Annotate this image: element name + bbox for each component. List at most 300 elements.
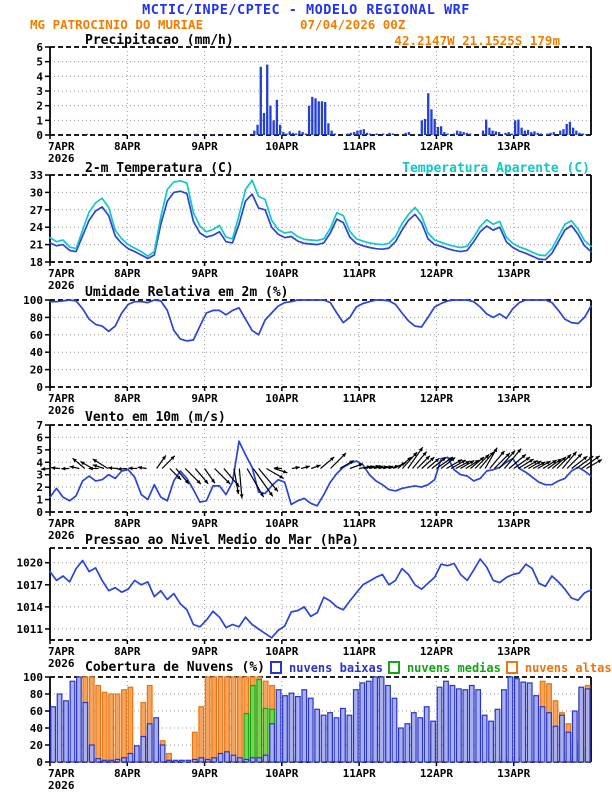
cloud-bar-low bbox=[347, 715, 352, 762]
x-tick-label: 7APR bbox=[48, 140, 75, 153]
model-title: MCTIC/INPE/CPTEC - MODELO REGIONAL WRF bbox=[142, 2, 470, 18]
cloud-bar-low bbox=[560, 715, 565, 762]
cloud-bar-low bbox=[444, 681, 449, 762]
station-name: MG PATROCINIO DO MURIAE bbox=[30, 17, 204, 32]
x-tick-label: 10APR bbox=[265, 645, 299, 658]
precip-bar bbox=[260, 67, 262, 135]
y-tick-label: 20 bbox=[29, 363, 43, 377]
cloud-bar-low bbox=[553, 726, 558, 762]
precip-bar bbox=[356, 131, 358, 135]
precip-bar bbox=[575, 131, 577, 135]
panel-title-wind: Vento em 10m (m/s) bbox=[85, 410, 226, 425]
wind-arrow-head bbox=[108, 466, 112, 470]
precip-bar bbox=[334, 134, 336, 135]
temp-line bbox=[50, 191, 591, 260]
panel-title-pressure: Pressao ao Nivel Medio do Mar (hPa) bbox=[85, 533, 359, 548]
precip-bar bbox=[559, 131, 561, 135]
y-tick-label: 60 bbox=[29, 705, 43, 718]
x-axis-year-label: 2026 bbox=[48, 657, 75, 670]
precip-bar bbox=[524, 131, 526, 135]
press-line bbox=[50, 559, 591, 638]
y-tick-label: 24 bbox=[29, 221, 43, 235]
cloud-bar-mid bbox=[250, 686, 255, 763]
x-tick-label: 9APR bbox=[191, 767, 218, 780]
precip-bar bbox=[443, 132, 445, 135]
humid-line bbox=[50, 300, 591, 341]
cloud-bar-low bbox=[521, 682, 526, 762]
cloud-bar-low bbox=[109, 760, 114, 762]
cloud-bar-low bbox=[540, 707, 545, 762]
x-tick-label: 11APR bbox=[342, 392, 376, 405]
precip-bar bbox=[86, 134, 88, 135]
cloud-bar-low bbox=[360, 683, 365, 762]
cloud-bar-low bbox=[308, 698, 313, 762]
cloud-bar-low bbox=[585, 689, 590, 762]
precip-bar bbox=[453, 134, 455, 135]
precip-bar bbox=[369, 134, 371, 135]
cloud-bar-low bbox=[431, 721, 436, 762]
x-tick-label: 9APR bbox=[191, 517, 218, 530]
y-tick-label: 100 bbox=[23, 294, 43, 307]
cloud-bar-low bbox=[64, 701, 69, 762]
precip-bar bbox=[405, 133, 407, 135]
cloud-bar-low bbox=[135, 746, 140, 762]
cloud-bar-low bbox=[270, 724, 275, 762]
cloud-bar-low bbox=[276, 690, 281, 762]
cloud-bar-low bbox=[238, 758, 243, 762]
y-tick-label: 0 bbox=[36, 506, 43, 519]
precip-bar bbox=[437, 127, 439, 135]
y-tick-label: 27 bbox=[29, 203, 43, 217]
y-tick-label: 20 bbox=[29, 739, 43, 752]
cloud-bar-low bbox=[173, 760, 178, 762]
x-tick-label: 9APR bbox=[191, 645, 218, 658]
x-tick-label: 7APR bbox=[48, 392, 75, 405]
legend-label-mid-clouds: nuvens medias bbox=[406, 660, 501, 675]
precip-bar bbox=[488, 128, 490, 135]
cloud-bar-low bbox=[457, 689, 462, 762]
panel-title-clouds: Cobertura de Nuvens (%) bbox=[85, 660, 266, 675]
plot-group bbox=[23, 294, 591, 417]
cloud-bar-low bbox=[212, 758, 217, 762]
wind-arrow-head bbox=[51, 466, 55, 470]
humidity-chart bbox=[0, 290, 612, 417]
y-tick-label: 1017 bbox=[16, 578, 43, 592]
cloud-bar-low bbox=[508, 677, 513, 762]
pressure-chart bbox=[0, 538, 612, 670]
x-axis-year-label: 2026 bbox=[48, 279, 75, 292]
precip-bar bbox=[530, 132, 532, 135]
wind-line bbox=[50, 441, 591, 506]
cloud-bar-low bbox=[418, 718, 423, 762]
y-tick-label: 4 bbox=[36, 456, 43, 470]
precip-bar bbox=[256, 125, 258, 135]
precip-bar bbox=[353, 132, 355, 135]
cloud-bar-low bbox=[154, 718, 159, 762]
precip-bar bbox=[585, 134, 587, 135]
cloud-bar-low bbox=[96, 759, 101, 762]
precip-bar bbox=[295, 134, 297, 135]
x-tick-label: 13APR bbox=[497, 517, 531, 530]
y-tick-label: 1 bbox=[36, 114, 43, 128]
x-tick-label: 10APR bbox=[265, 140, 299, 153]
precip-bar bbox=[321, 101, 323, 135]
x-tick-label: 8APR bbox=[114, 392, 141, 405]
cloud-bar-low bbox=[405, 724, 410, 762]
precip-bar bbox=[482, 131, 484, 135]
cloud-bar-low bbox=[199, 758, 204, 762]
cloud-bar-low bbox=[495, 709, 500, 762]
x-axis-year-label: 2026 bbox=[48, 152, 75, 165]
cloud-bar-high bbox=[205, 677, 210, 762]
x-tick-label: 12APR bbox=[419, 140, 453, 153]
x-axis-year-label: 2026 bbox=[48, 529, 75, 542]
cloud-bar-high bbox=[218, 677, 223, 762]
cloud-bar-low bbox=[392, 698, 397, 762]
precip-bar bbox=[504, 133, 506, 135]
panel-title-precipitation: Precipitacao (mm/h) bbox=[85, 33, 234, 48]
y-tick-label: 2 bbox=[36, 99, 43, 113]
precip-bar bbox=[359, 130, 361, 135]
x-tick-label: 13APR bbox=[497, 645, 531, 658]
x-axis-year-label: 2026 bbox=[48, 779, 75, 792]
cloud-bar-low bbox=[257, 758, 262, 762]
x-tick-label: 10APR bbox=[265, 517, 299, 530]
cloud-bar-low bbox=[482, 715, 487, 762]
station-coordinates: 42.2147W 21.1525S 179m bbox=[394, 33, 560, 48]
x-tick-label: 7APR bbox=[48, 645, 75, 658]
precip-bar bbox=[537, 133, 539, 135]
precip-bar bbox=[549, 133, 551, 135]
precip-bar bbox=[382, 134, 384, 135]
precip-bar bbox=[553, 132, 555, 135]
cloud-bar-low bbox=[515, 679, 520, 762]
precip-bar bbox=[578, 133, 580, 135]
y-tick-label: 40 bbox=[29, 722, 43, 735]
x-tick-label: 9APR bbox=[191, 267, 218, 280]
cloud-bar-low bbox=[192, 759, 197, 762]
cloud-bar-low bbox=[373, 677, 378, 762]
cloud-bar-low bbox=[289, 693, 294, 762]
precip-bar bbox=[327, 123, 329, 135]
cloud-bar-low bbox=[83, 703, 88, 763]
wind-arrow-head bbox=[316, 465, 320, 469]
run-datetime: 07/04/2026 00Z bbox=[300, 17, 406, 32]
cloud-bar-low bbox=[463, 690, 468, 762]
y-tick-label: 0 bbox=[36, 381, 43, 394]
cloud-bar-mid bbox=[244, 714, 249, 762]
y-tick-label: 100 bbox=[23, 671, 43, 684]
precip-bar bbox=[301, 132, 303, 135]
precip-bar bbox=[533, 131, 535, 135]
precip-bar bbox=[540, 134, 542, 135]
wind-arrow-head bbox=[93, 464, 97, 468]
cloud-bar-low bbox=[51, 707, 56, 762]
cloud-bar-high bbox=[238, 677, 243, 762]
cloud-bar-low bbox=[334, 718, 339, 762]
cloud-bar-high bbox=[96, 686, 101, 763]
cloud-bar-low bbox=[321, 715, 326, 762]
cloud-bar-low bbox=[469, 686, 474, 763]
wind-chart bbox=[0, 415, 612, 542]
precip-bar bbox=[434, 119, 436, 135]
plot-group bbox=[36, 419, 602, 542]
precip-bar bbox=[392, 134, 394, 135]
legend-label-low-clouds: nuvens baixas bbox=[289, 660, 383, 675]
cloud-bar-low bbox=[102, 760, 107, 762]
precip-bar bbox=[491, 131, 493, 135]
cloud-bar-mid bbox=[257, 680, 262, 762]
precip-bar bbox=[569, 122, 571, 135]
precip-bar bbox=[311, 97, 313, 135]
precip-bar bbox=[424, 119, 426, 135]
y-tick-label: 6 bbox=[36, 431, 43, 445]
precip-bar bbox=[514, 120, 516, 135]
y-tick-label: 1011 bbox=[16, 622, 43, 636]
cloud-bar-low bbox=[502, 690, 507, 762]
cloud-bar-low bbox=[424, 707, 429, 762]
x-tick-label: 8APR bbox=[114, 645, 141, 658]
precip-bar bbox=[289, 131, 291, 135]
x-tick-label: 11APR bbox=[342, 517, 376, 530]
cloud-bar-low bbox=[579, 687, 584, 762]
legend-label-high-clouds: nuvens altas bbox=[524, 660, 612, 675]
cloud-bar-low bbox=[218, 754, 223, 763]
x-tick-label: 11APR bbox=[342, 645, 376, 658]
cloud-cover-chart bbox=[0, 667, 612, 792]
precip-bar bbox=[466, 133, 468, 135]
cloud-bar-high bbox=[102, 692, 107, 762]
x-tick-label: 12APR bbox=[419, 767, 453, 780]
precip-bar bbox=[572, 128, 574, 135]
cloud-bar-low bbox=[167, 760, 172, 762]
cloud-bar-low bbox=[302, 690, 307, 762]
precip-bar bbox=[363, 129, 365, 135]
cloud-bar-low bbox=[354, 690, 359, 762]
cloud-bar-low bbox=[283, 696, 288, 762]
precip-bar bbox=[366, 133, 368, 135]
x-tick-label: 10APR bbox=[265, 392, 299, 405]
precip-bar bbox=[485, 120, 487, 135]
x-axis-year-label: 2026 bbox=[48, 404, 75, 417]
cloud-bar-high bbox=[231, 677, 236, 762]
precipitation-chart bbox=[0, 37, 612, 165]
x-tick-label: 11APR bbox=[342, 267, 376, 280]
x-tick-label: 13APR bbox=[497, 140, 531, 153]
x-tick-label: 13APR bbox=[497, 267, 531, 280]
y-tick-label: 2 bbox=[36, 481, 43, 495]
precip-bar bbox=[292, 133, 294, 135]
precip-bar bbox=[511, 134, 513, 135]
precip-bar bbox=[195, 134, 197, 135]
y-tick-label: 4 bbox=[36, 70, 43, 84]
y-tick-label: 5 bbox=[36, 55, 43, 69]
plot-group bbox=[30, 169, 591, 292]
wind-arrow-head bbox=[117, 467, 121, 471]
cloud-bar-low bbox=[128, 754, 133, 763]
x-tick-label: 11APR bbox=[342, 767, 376, 780]
precip-bar bbox=[282, 132, 284, 135]
cloud-bar-low bbox=[386, 686, 391, 763]
cloud-bar-low bbox=[411, 713, 416, 762]
cloud-bar-low bbox=[147, 724, 152, 762]
cloud-bar-low bbox=[547, 713, 552, 762]
cloud-bar-high bbox=[225, 677, 230, 762]
precip-bar bbox=[276, 100, 278, 135]
x-tick-label: 7APR bbox=[48, 267, 75, 280]
precip-bar bbox=[263, 113, 265, 135]
cloud-bar-high bbox=[212, 677, 217, 762]
precip-bar bbox=[421, 120, 423, 135]
y-tick-label: 60 bbox=[29, 328, 43, 342]
precip-bar bbox=[582, 134, 584, 135]
plot-group bbox=[17, 548, 592, 670]
cloud-bar-low bbox=[160, 745, 165, 762]
cloud-bar-low bbox=[328, 713, 333, 762]
cloud-bar-low bbox=[141, 737, 146, 763]
cloud-bar-low bbox=[57, 694, 62, 762]
y-tick-label: 1014 bbox=[16, 600, 43, 614]
wind-arrow-head bbox=[240, 494, 244, 498]
precip-bar bbox=[298, 131, 300, 135]
x-tick-label: 8APR bbox=[114, 267, 141, 280]
temperature-chart bbox=[0, 165, 612, 292]
x-tick-label: 8APR bbox=[114, 517, 141, 530]
precip-bar bbox=[279, 125, 281, 135]
cloud-bar-low bbox=[244, 759, 249, 762]
precip-bar bbox=[272, 120, 274, 135]
y-tick-label: 80 bbox=[29, 688, 43, 701]
precip-bar bbox=[305, 134, 307, 135]
cloud-bar-low bbox=[180, 760, 185, 762]
panel-title-humidity: Umidade Relativa em 2m (%) bbox=[85, 285, 289, 300]
cloud-bar-high bbox=[115, 694, 120, 762]
x-tick-label: 12APR bbox=[419, 517, 453, 530]
y-tick-label: 40 bbox=[29, 346, 43, 360]
cloud-bar-low bbox=[70, 681, 75, 762]
precip-bar bbox=[520, 128, 522, 135]
cloud-bar-low bbox=[225, 752, 230, 762]
x-tick-label: 7APR bbox=[48, 767, 75, 780]
cloud-bar-low bbox=[89, 745, 94, 762]
precip-bar bbox=[440, 126, 442, 135]
x-tick-label: 8APR bbox=[114, 140, 141, 153]
x-tick-label: 12APR bbox=[419, 645, 453, 658]
y-tick-label: 1 bbox=[36, 493, 43, 507]
precip-bar bbox=[517, 120, 519, 135]
cloud-bar-low bbox=[186, 760, 191, 762]
cloud-bar-low bbox=[366, 681, 371, 762]
plot-group bbox=[23, 671, 591, 792]
y-tick-label: 80 bbox=[29, 311, 43, 325]
x-tick-label: 10APR bbox=[265, 767, 299, 780]
x-tick-label: 7APR bbox=[48, 517, 75, 530]
cloud-bar-low bbox=[476, 690, 481, 762]
cloud-bar-low bbox=[379, 677, 384, 762]
precip-bar bbox=[562, 129, 564, 135]
y-tick-label: 6 bbox=[36, 41, 43, 54]
precip-bar bbox=[324, 102, 326, 135]
precip-bar bbox=[446, 134, 448, 135]
y-tick-label: 33 bbox=[29, 169, 43, 182]
y-tick-label: 3 bbox=[36, 468, 43, 482]
precip-bar bbox=[347, 134, 349, 135]
y-tick-label: 21 bbox=[29, 238, 43, 252]
cloud-bar-low bbox=[566, 732, 571, 762]
precip-bar bbox=[266, 65, 268, 135]
cloud-bar-low bbox=[263, 755, 268, 762]
x-tick-label: 11APR bbox=[342, 140, 376, 153]
precip-bar bbox=[546, 134, 548, 135]
cloud-bar-low bbox=[231, 755, 236, 762]
precip-bar bbox=[350, 133, 352, 135]
panel-title-temperature: 2-m Temperatura (C) bbox=[85, 161, 234, 176]
cloud-bar-low bbox=[437, 687, 442, 762]
y-tick-label: 30 bbox=[29, 186, 43, 200]
y-tick-label: 18 bbox=[29, 256, 43, 269]
y-tick-label: 5 bbox=[36, 443, 43, 457]
wind-arrow-shaft bbox=[239, 469, 242, 499]
precip-bar bbox=[376, 134, 378, 135]
cloud-bar-high bbox=[128, 687, 133, 762]
wind-arrow-head bbox=[61, 467, 65, 471]
cloud-bar-low bbox=[572, 711, 577, 762]
x-tick-label: 12APR bbox=[419, 267, 453, 280]
cloud-bar-low bbox=[399, 728, 404, 762]
cloud-bar-low bbox=[341, 708, 346, 762]
cloud-bar-low bbox=[77, 677, 82, 762]
cloud-bar-low bbox=[250, 758, 255, 762]
precip-bar bbox=[495, 131, 497, 135]
precip-bar bbox=[388, 133, 390, 135]
x-tick-label: 10APR bbox=[265, 267, 299, 280]
precip-bar bbox=[459, 131, 461, 135]
y-tick-label: 1020 bbox=[16, 556, 43, 570]
cloud-bar-high bbox=[109, 694, 114, 762]
x-tick-label: 12APR bbox=[419, 392, 453, 405]
precip-bar bbox=[330, 131, 332, 135]
y-tick-label: 0 bbox=[36, 129, 43, 142]
precip-bar bbox=[308, 106, 310, 135]
precip-bar bbox=[430, 109, 432, 135]
cloud-bar-low bbox=[534, 696, 539, 762]
precip-bar bbox=[269, 106, 271, 135]
precip-bar bbox=[318, 101, 320, 135]
panel-title-apparent-temperature: Temperatura Aparente (C) bbox=[402, 161, 590, 176]
precip-bar bbox=[462, 132, 464, 135]
plot-group bbox=[36, 41, 591, 165]
x-tick-label: 9APR bbox=[191, 140, 218, 153]
y-tick-label: 7 bbox=[36, 419, 43, 432]
cloud-bar-low bbox=[527, 683, 532, 762]
cloud-bar-low bbox=[296, 697, 301, 762]
x-tick-label: 13APR bbox=[497, 767, 531, 780]
precip-bar bbox=[314, 98, 316, 135]
cloud-bar-low bbox=[450, 686, 455, 763]
wind-arrow-head bbox=[283, 470, 287, 474]
cloud-bar-low bbox=[489, 721, 494, 762]
precip-bar bbox=[527, 130, 529, 135]
precip-bar bbox=[253, 131, 255, 135]
x-tick-label: 9APR bbox=[191, 392, 218, 405]
cloud-bar-low bbox=[315, 709, 320, 762]
cloud-bar-high bbox=[192, 732, 197, 762]
cloud-bar-low bbox=[205, 759, 210, 762]
precip-bar bbox=[469, 134, 471, 135]
precip-bar bbox=[427, 93, 429, 135]
x-tick-label: 13APR bbox=[497, 392, 531, 405]
x-tick-label: 8APR bbox=[114, 767, 141, 780]
